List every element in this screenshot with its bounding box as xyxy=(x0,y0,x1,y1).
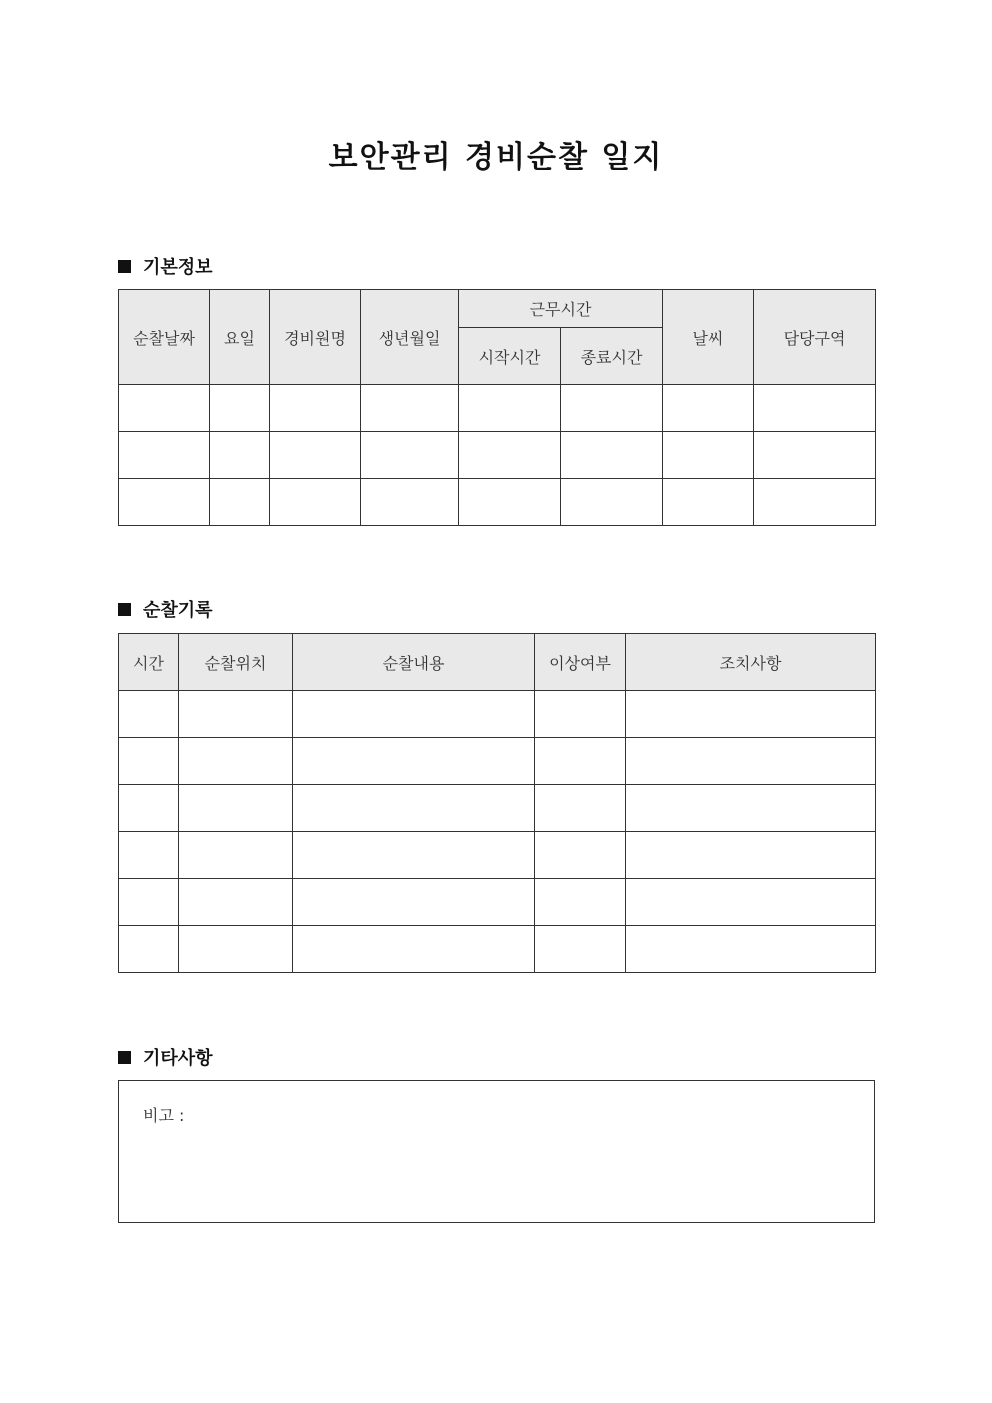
square-bullet-icon xyxy=(118,260,131,273)
cell-location[interactable] xyxy=(179,738,293,785)
cell-zone[interactable] xyxy=(754,432,876,479)
table-row xyxy=(119,479,876,526)
table-row xyxy=(119,738,876,785)
note-box[interactable] xyxy=(118,1080,875,1223)
cell-end-time[interactable] xyxy=(561,385,663,432)
cell-abnormal[interactable] xyxy=(535,926,626,973)
cell-action[interactable] xyxy=(626,785,876,832)
header-content: 순찰내용 xyxy=(293,634,535,691)
cell-time[interactable] xyxy=(119,879,179,926)
cell-start-time[interactable] xyxy=(459,479,561,526)
cell-date[interactable] xyxy=(119,479,210,526)
cell-day[interactable] xyxy=(210,432,270,479)
header-work-time: 근무시간 xyxy=(459,290,663,328)
table-row xyxy=(119,432,876,479)
header-day: 요일 xyxy=(210,290,270,385)
section-title-patrol xyxy=(118,596,213,622)
cell-time[interactable] xyxy=(119,785,179,832)
cell-end-time[interactable] xyxy=(561,479,663,526)
cell-time[interactable] xyxy=(119,691,179,738)
cell-action[interactable] xyxy=(626,738,876,785)
cell-action[interactable] xyxy=(626,832,876,879)
header-zone: 담당구역 xyxy=(754,290,876,385)
square-bullet-icon xyxy=(118,1051,131,1064)
cell-zone[interactable] xyxy=(754,479,876,526)
cell-abnormal[interactable] xyxy=(535,785,626,832)
section-title-etc xyxy=(118,1044,213,1070)
header-birth: 생년월일 xyxy=(361,290,459,385)
cell-action[interactable] xyxy=(626,691,876,738)
basic-info-table xyxy=(118,289,876,526)
cell-birth[interactable] xyxy=(361,479,459,526)
cell-zone[interactable] xyxy=(754,385,876,432)
header-weather: 날씨 xyxy=(663,290,754,385)
cell-end-time[interactable] xyxy=(561,432,663,479)
cell-content[interactable] xyxy=(293,738,535,785)
cell-location[interactable] xyxy=(179,691,293,738)
patrol-record-table xyxy=(118,633,876,973)
cell-content[interactable] xyxy=(293,926,535,973)
table-row xyxy=(119,832,876,879)
header-end-time: 종료시간 xyxy=(561,328,663,385)
header-time: 시간 xyxy=(119,634,179,691)
cell-action[interactable] xyxy=(626,926,876,973)
header-location: 순찰위치 xyxy=(179,634,293,691)
cell-abnormal[interactable] xyxy=(535,879,626,926)
table-row xyxy=(119,691,876,738)
section-title-basic xyxy=(118,253,213,279)
cell-day[interactable] xyxy=(210,385,270,432)
cell-location[interactable] xyxy=(179,926,293,973)
header-abnormal: 이상여부 xyxy=(535,634,626,691)
table-row xyxy=(119,785,876,832)
cell-weather[interactable] xyxy=(663,432,754,479)
table-row xyxy=(119,385,876,432)
cell-time[interactable] xyxy=(119,926,179,973)
cell-guard-name[interactable] xyxy=(270,479,361,526)
cell-date[interactable] xyxy=(119,385,210,432)
cell-time[interactable] xyxy=(119,832,179,879)
cell-location[interactable] xyxy=(179,832,293,879)
cell-birth[interactable] xyxy=(361,432,459,479)
cell-content[interactable] xyxy=(293,832,535,879)
cell-guard-name[interactable] xyxy=(270,385,361,432)
cell-weather[interactable] xyxy=(663,479,754,526)
cell-birth[interactable] xyxy=(361,385,459,432)
header-guard-name: 경비원명 xyxy=(270,290,361,385)
section-label: 기본정보 xyxy=(143,257,213,278)
cell-start-time[interactable] xyxy=(459,385,561,432)
page-title: 보안관리 경비순찰 일지 xyxy=(328,140,664,175)
table-row xyxy=(119,879,876,926)
header-action: 조치사항 xyxy=(626,634,876,691)
note-label: 비고 : xyxy=(143,1106,185,1125)
cell-location[interactable] xyxy=(179,785,293,832)
cell-location[interactable] xyxy=(179,879,293,926)
cell-weather[interactable] xyxy=(663,385,754,432)
cell-content[interactable] xyxy=(293,879,535,926)
cell-abnormal[interactable] xyxy=(535,738,626,785)
table-row xyxy=(119,926,876,973)
cell-start-time[interactable] xyxy=(459,432,561,479)
cell-guard-name[interactable] xyxy=(270,432,361,479)
cell-abnormal[interactable] xyxy=(535,691,626,738)
cell-date[interactable] xyxy=(119,432,210,479)
cell-action[interactable] xyxy=(626,879,876,926)
cell-abnormal[interactable] xyxy=(535,832,626,879)
square-bullet-icon xyxy=(118,603,131,616)
section-label: 기타사항 xyxy=(143,1048,213,1069)
cell-time[interactable] xyxy=(119,738,179,785)
cell-day[interactable] xyxy=(210,479,270,526)
header-date: 순찰날짜 xyxy=(119,290,210,385)
cell-content[interactable] xyxy=(293,691,535,738)
cell-content[interactable] xyxy=(293,785,535,832)
header-start-time: 시작시간 xyxy=(459,328,561,385)
section-label: 순찰기록 xyxy=(143,600,213,621)
